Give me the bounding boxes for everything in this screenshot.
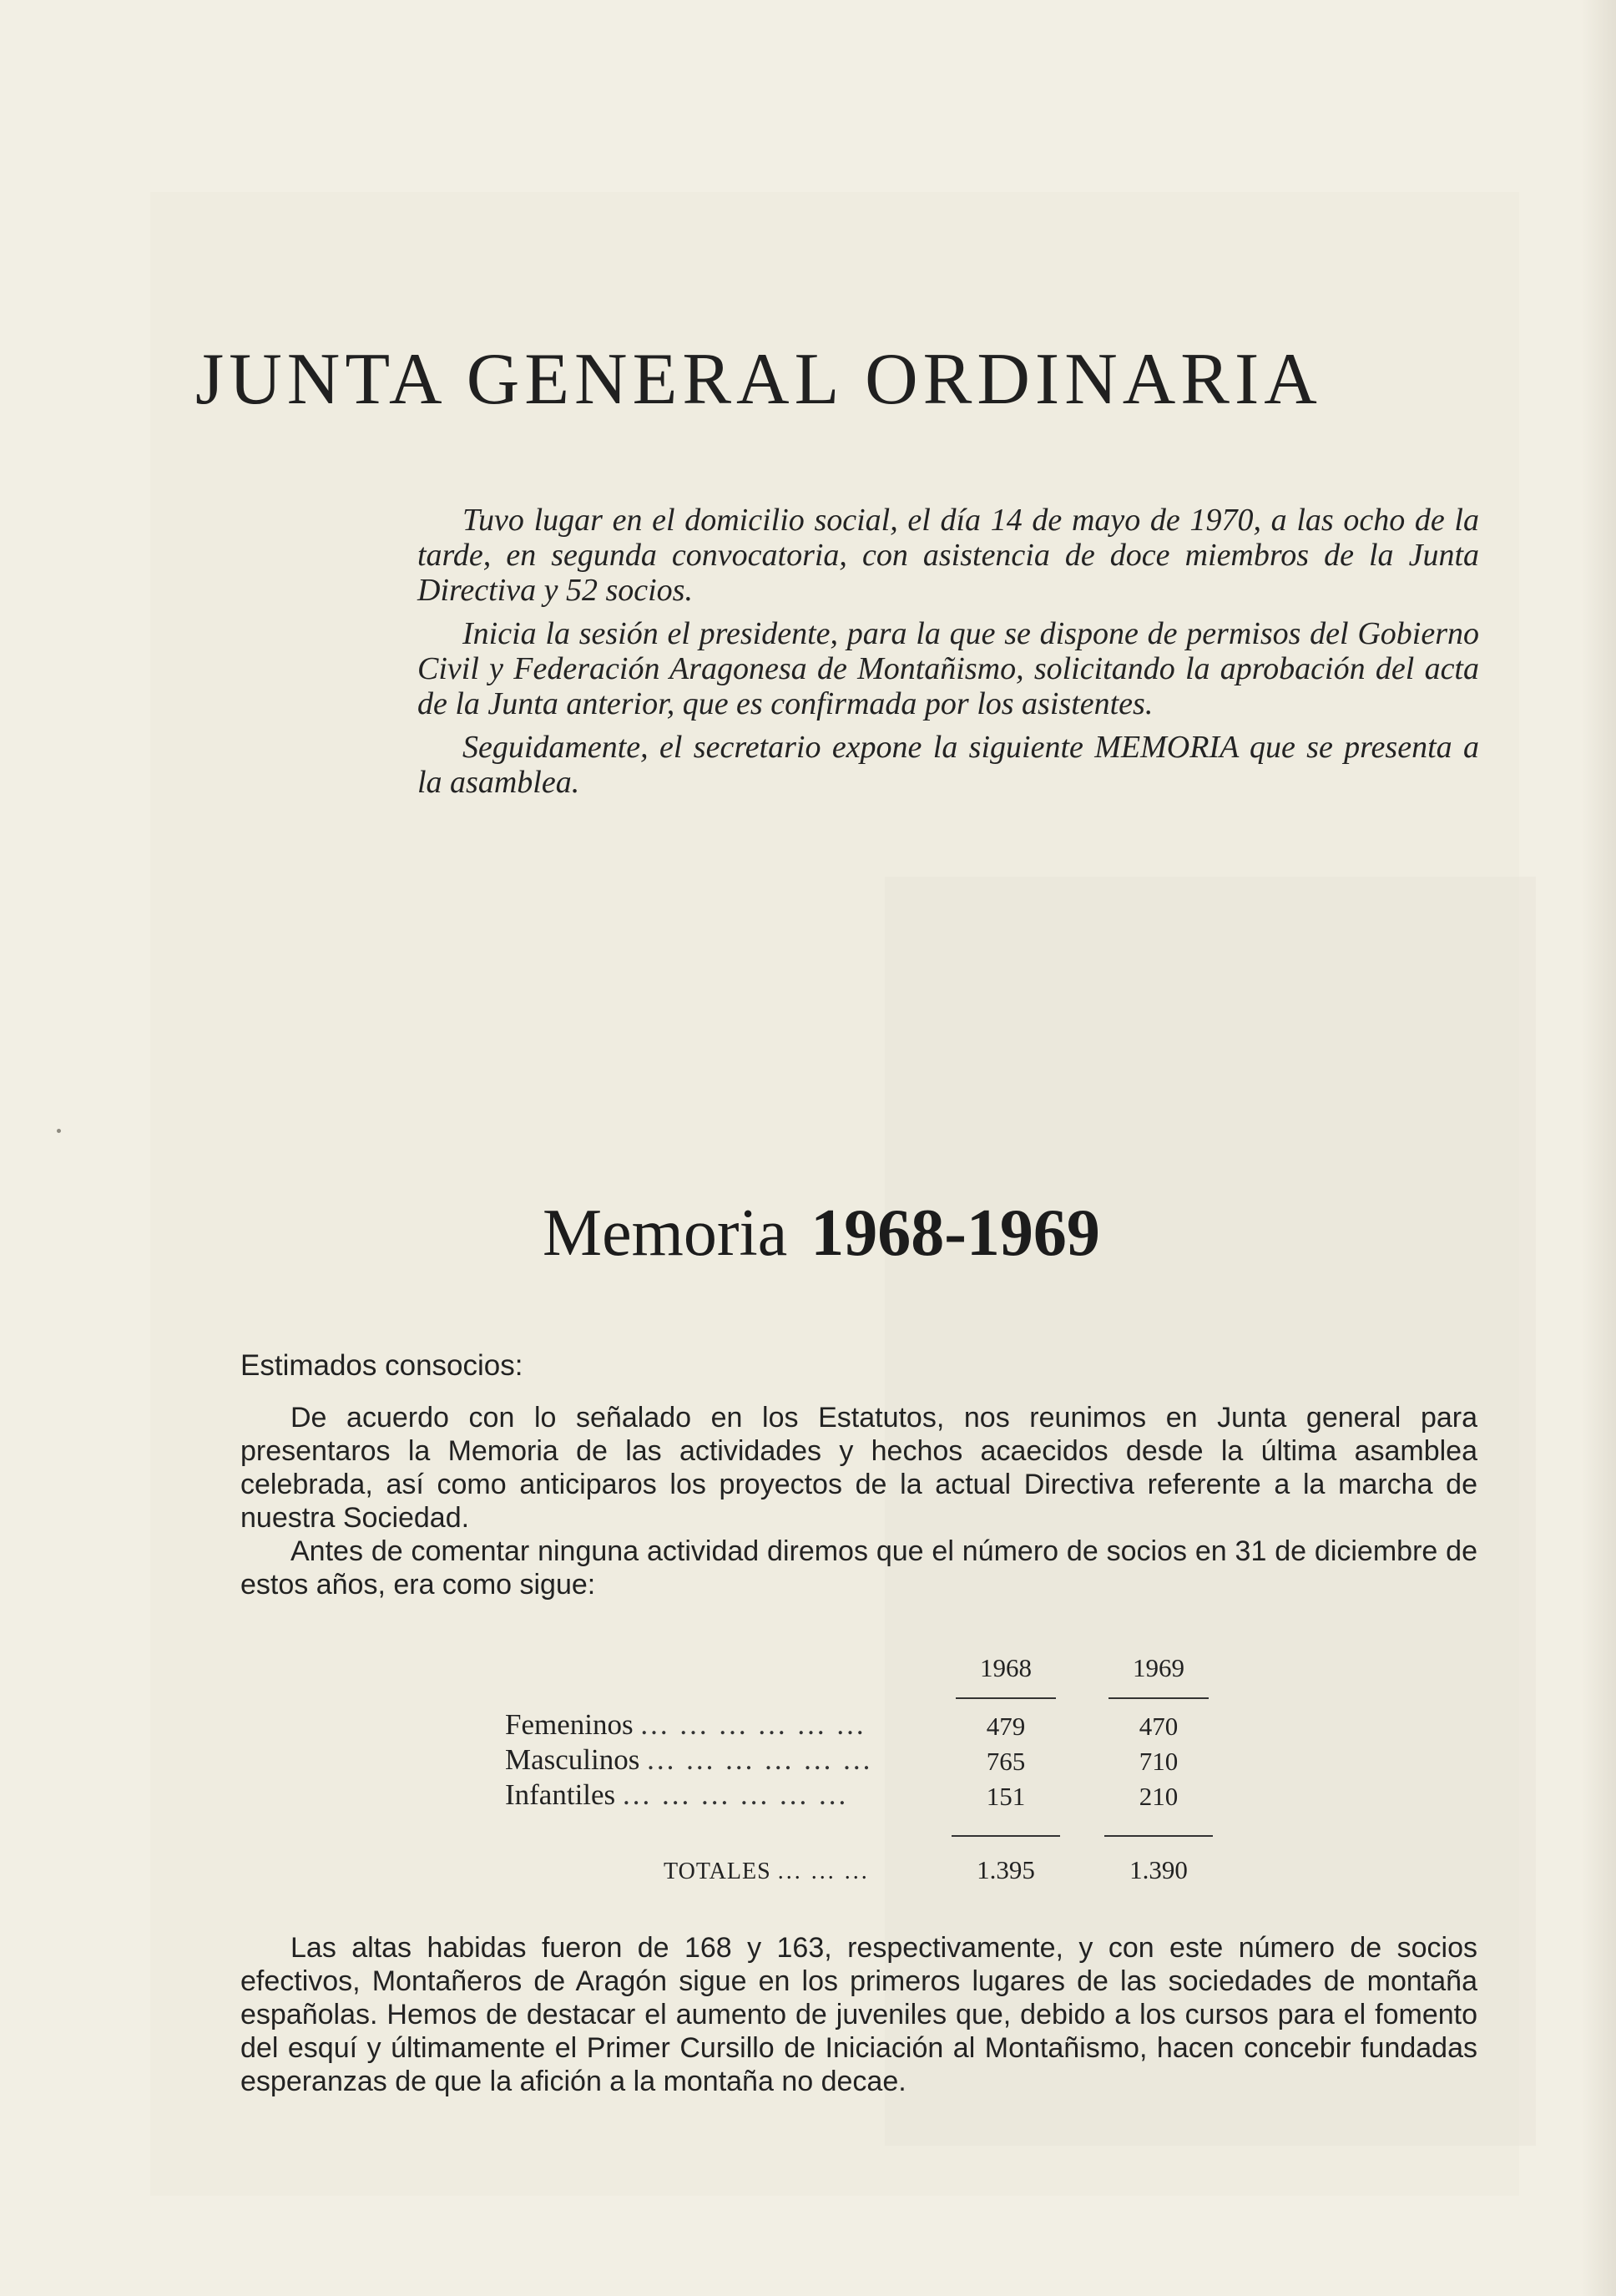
paper-speck: [57, 1129, 61, 1133]
leader-dots: ... ... ... ... ... ...: [640, 1708, 866, 1741]
page-title: JUNTA GENERAL ORDINARIA: [195, 339, 1322, 420]
table-cell-1968: 151: [986, 1782, 1026, 1811]
body-text-after-table: [240, 1931, 1477, 2098]
body-paragraph: De acuerdo con lo señalado en los Estatutos, nos reunimos en Junta general para presentaros la Memoria de las actividades y hechos acaecidos desde la última asamblea celebrada, así como anticiparos los proyectos de la actual Directiva referente a la marcha de nuestra Sociedad.: [240, 1402, 1477, 1534]
row-label-text: Masculinos: [505, 1743, 640, 1776]
total-rule-1968: [952, 1835, 1060, 1837]
body-paragraph: Las altas habidas fueron de 168 y 163, respectivamente, y con este número de socios efectivos, Montañeros de Aragón sigue en los primeros lugares de las sociedades de montaña españolas. Hemos de destacar el aumento de juveniles que, debido a los cursos para el fomento del esquí y últimamente el Primer Cursillo de Iniciación al Montañismo, hacen concebir fundadas esperanzas de que la afición a la montaña no decae.: [240, 1932, 1477, 2097]
table-cell-1968: 765: [986, 1747, 1026, 1776]
leader-dots: ... ... ... ... ... ...: [647, 1743, 873, 1776]
memoria-word: Memoria: [543, 1196, 788, 1270]
row-label-text: Infantiles: [505, 1778, 616, 1811]
table-cell-1969: 710: [1139, 1747, 1179, 1776]
salutation: Estimados consocios:: [240, 1349, 523, 1382]
table-row-label: [505, 1778, 906, 1812]
totals-label: [664, 1859, 906, 1885]
total-cell-1968: 1.395: [977, 1855, 1035, 1884]
page-edge-shadow: [1581, 0, 1616, 2296]
table-row-label: [505, 1743, 906, 1777]
leader-dots: ... ... ... ... ... ...: [622, 1778, 849, 1811]
memoria-heading: [543, 1196, 1100, 1272]
row-label-text: Femeninos: [505, 1708, 634, 1741]
intro-section: [417, 503, 1479, 808]
memoria-years: 1968-1969: [811, 1196, 1100, 1270]
total-cell-1969: 1.390: [1129, 1855, 1188, 1884]
intro-paragraph: Inicia la sesión el presidente, para la que se dispone de permisos del Gobierno Civil y Federación Aragonesa de Montañismo, solicitando la aprobación del acta de la Junta anterior, que es confirmada por los asistentes.: [417, 616, 1479, 721]
body-paragraph: Antes de comentar ninguna actividad diremos que el número de socios en 31 de diciembre de estos años, era como sigue:: [240, 1535, 1477, 1601]
leader-dots: ... ... ...: [777, 1859, 870, 1884]
intro-paragraph: Tuvo lugar en el domicilio social, el día 14 de mayo de 1970, a las ocho de la tarde, en segunda convocatoria, con asistencia de doce miembros de la Junta Directiva y 52 socios.: [417, 503, 1479, 608]
header-rule-1969: [1108, 1697, 1209, 1699]
body-text-before-table: [240, 1401, 1477, 1601]
total-rule-1969: [1104, 1835, 1213, 1837]
column-header-1969: 1969: [1133, 1653, 1184, 1682]
table-row-label: [505, 1708, 906, 1742]
membership-table: [505, 1653, 1223, 1891]
table-cell-1968: 479: [986, 1712, 1026, 1741]
header-rule-1968: [956, 1697, 1056, 1699]
table-cell-1969: 470: [1139, 1712, 1179, 1741]
totals-text: TOTALES: [664, 1859, 771, 1884]
intro-paragraph: Seguidamente, el secretario expone la siguiente MEMORIA que se presenta a la asamblea.: [417, 730, 1479, 800]
column-header-1968: 1968: [980, 1653, 1032, 1682]
table-cell-1969: 210: [1139, 1782, 1179, 1811]
